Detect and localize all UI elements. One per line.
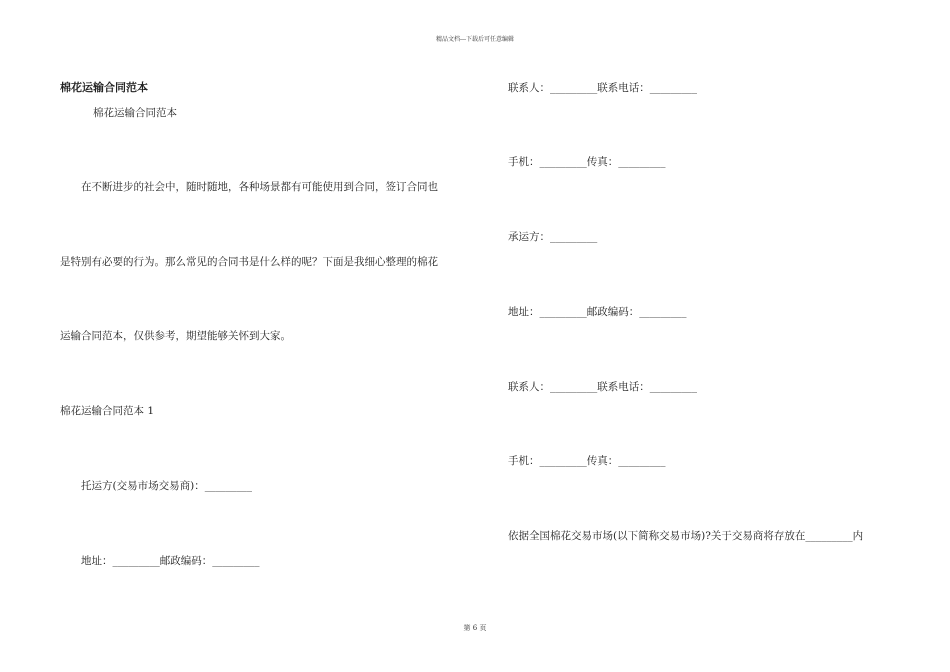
intro-line-3: 运输合同范本，仅供参考，期望能够关怀到大家。	[60, 330, 291, 342]
carrier-contact-field: 联系人：_________联系电话：_________	[508, 381, 697, 393]
shipper-field: 托运方(交易市场交易商)：_________	[81, 480, 252, 492]
intro-line-2: 是特别有必要的行为。那么常见的合同书是什么样的呢？下面是我细心整理的棉花	[60, 256, 438, 268]
document-subtitle: 棉花运输合同范本	[93, 107, 177, 119]
intro-line-1: 在不断进步的社会中，随时随地，各种场景都有可能使用到合同，签订合同也	[81, 181, 438, 193]
shipper-mobile-field: 手机：_________传真：_________	[508, 156, 666, 168]
carrier-field: 承运方：_________	[508, 231, 598, 243]
document-title: 棉花运输合同范本	[60, 81, 148, 94]
contract-basis-text: 依据全国棉花交易市场(以下简称交易市场)?关于交易商将存放在_________内	[508, 530, 864, 542]
page-header: 精品文档---下载后可任意编辑	[435, 36, 515, 43]
carrier-address-field: 地址：_________邮政编码：_________	[508, 306, 687, 318]
shipper-address-field: 地址：_________邮政编码：_________	[81, 555, 260, 567]
page-number: 第 6 页	[463, 624, 487, 632]
shipper-contact-field: 联系人：_________联系电话：_________	[508, 82, 697, 94]
section-heading: 棉花运输合同范本 1	[60, 405, 155, 417]
carrier-mobile-field: 手机：_________传真：_________	[508, 455, 666, 467]
